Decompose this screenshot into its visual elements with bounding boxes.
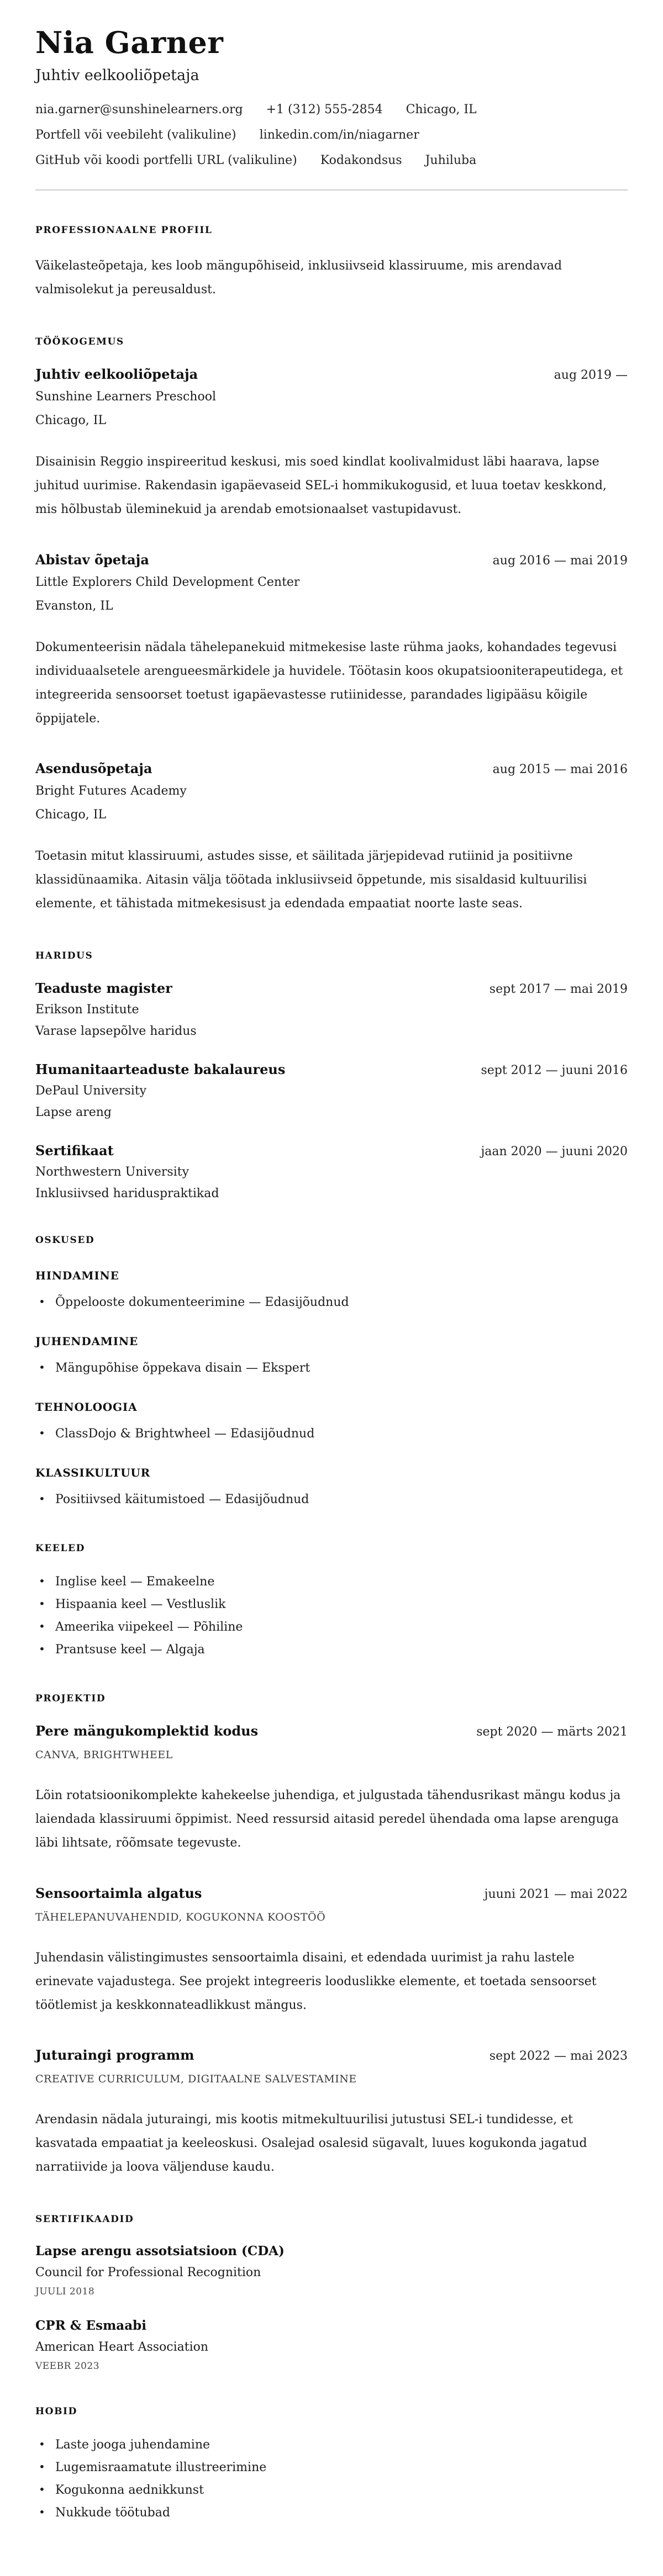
- skill-list: [35, 1359, 628, 1377]
- contact-location: Chicago, IL: [406, 103, 477, 117]
- project-tools: CREATIVE CURRICULUM, DIGITAALNE SALVESTAMINE: [35, 2073, 357, 2086]
- job-entry-head: [35, 552, 628, 568]
- language-item: • Inglise keel — Emakeelne: [35, 1573, 628, 1591]
- project-dates: sept 2020 — märts 2021: [476, 1725, 628, 1739]
- contact-email: nia.garner@sunshinelearners.org: [35, 103, 243, 117]
- skills-heading: OSKUSED: [35, 1235, 95, 1246]
- contact-license: Juhiluba: [425, 154, 477, 168]
- degree-dates: jaan 2020 — juuni 2020: [481, 1145, 628, 1159]
- job-company: Sunshine Learners Preschool: [35, 390, 216, 404]
- certifications-heading: SERTIFIKAADID: [35, 2214, 134, 2225]
- education-entry: [35, 980, 628, 1038]
- section-skills: [35, 1235, 628, 1509]
- certification-date: VEEBR 2023: [35, 2361, 100, 2372]
- contact-phone: +1 (312) 555-2854: [266, 103, 383, 117]
- job-entry-head: [35, 366, 628, 382]
- degree-school: Northwestern University: [35, 1165, 190, 1179]
- certification-title: CPR & Esmaabi: [35, 2318, 146, 2334]
- project-entry-head: [35, 1723, 628, 1739]
- hobbies-heading: HOBID: [35, 2406, 77, 2418]
- degree-field: Lapse areng: [35, 1105, 112, 1120]
- person-job-title: Juhtiv eelkooliõpetaja: [35, 67, 199, 84]
- degree-title: Teaduste magister: [35, 980, 172, 997]
- education-entry-head: [35, 980, 628, 996]
- language-item: • Prantsuse keel — Algaja: [35, 1641, 628, 1659]
- education-entry-head: [35, 1061, 628, 1077]
- degree-school: Erikson Institute: [35, 1003, 139, 1017]
- header-divider: [35, 189, 628, 191]
- job-dates: aug 2015 — mai 2016: [492, 763, 628, 777]
- degree-school: DePaul University: [35, 1084, 147, 1098]
- skill-list: [35, 1293, 628, 1311]
- project-tools: CANVA, BRIGHTWHEEL: [35, 1749, 173, 1762]
- languages-heading: KEELED: [35, 1543, 85, 1554]
- project-dates: juuni 2021 — mai 2022: [484, 1887, 628, 1901]
- job-title-text: Asendusõpetaja: [35, 760, 152, 777]
- hobby-item: • Nukkude töötubad: [35, 2504, 628, 2522]
- job-description: Toetasin mitut klassiruumi, astudes sisse, et säilitada järjepidevad rutiinid ja positiivne klassidünaamika. Aitasin välja töötada inklusiivseid õppetunde, mis sisaldasid kultuurilisi elemente, et tähistada mitmekesisust ja edendada empaatiat noorte laste seas.: [35, 849, 587, 911]
- job-entry: [35, 366, 628, 522]
- hobby-item: • Kogukonna aednikkunst: [35, 2481, 628, 2499]
- contact-row-1: [35, 103, 628, 117]
- certification-issuer: American Heart Association: [35, 2340, 209, 2355]
- experience-heading: TÖÖKOGEMUS: [35, 336, 124, 348]
- section-hobbies: [35, 2406, 628, 2522]
- degree-title: Sertifikaat: [35, 1142, 114, 1159]
- contact-row-3: [35, 154, 628, 167]
- section-profile: [35, 225, 628, 302]
- education-entry: [35, 1142, 628, 1200]
- degree-field: Varase lapsepõlve haridus: [35, 1024, 197, 1039]
- job-company: Little Explorers Child Development Center: [35, 575, 300, 589]
- project-title: Juturaingi programm: [35, 2047, 194, 2064]
- skill-category: HINDAMINE: [35, 1269, 119, 1283]
- education-entry: [35, 1061, 628, 1119]
- education-heading: HARIDUS: [35, 950, 93, 962]
- skill-item: • Positiivsed käitumistoed — Edasijõudnud: [35, 1490, 628, 1509]
- job-description: Disainisin Reggio inspireeritud keskusi, mis soed kindlat koolivalmidust läbi haarava, lapse juhitud uurimise. Rakendasin igapäevaseid SEL-i hommikukogusid, et luua toetav keskkond, mis hõlbustab üleminekuid ja arendab emotsionaalset vastupidavust.: [35, 455, 607, 516]
- degree-dates: sept 2012 — juuni 2016: [481, 1064, 628, 1078]
- skill-item: • ClassDojo & Brightwheel — Edasijõudnud: [35, 1425, 628, 1443]
- project-entry: [35, 1885, 628, 2018]
- section-experience: [35, 336, 628, 916]
- job-entry-head: [35, 760, 628, 776]
- section-projects: [35, 1693, 628, 2180]
- project-description: Juhendasin välistingimustes sensoortaimla disaini, et edendada uurimist ja rahu lastele erinevate vajadustega. See projekt integreeris looduslikke elemente, et toetada sensoorset töötlemist ja keskkonnateadlikkust mängus.: [35, 1950, 597, 2012]
- project-entry-head: [35, 1885, 628, 1901]
- job-entry: [35, 552, 628, 731]
- job-entry: [35, 760, 628, 916]
- job-title-text: Juhtiv eelkooliõpetaja: [35, 366, 198, 383]
- job-description: Dokumenteerisin nädala tähelepanekuid mitmekesise laste rühma jaoks, kohandades tegevusi individuaalsetele arengueesmärkidele ja huvidele. Töötasin koos okupatsiooniterapeutidega, et integreerida sensoorset toetust igapäevastesse rutiinidesse, parandades ligipääsu kõigile õppijatele.: [35, 640, 623, 726]
- degree-dates: sept 2017 — mai 2019: [489, 982, 628, 997]
- skill-category: TEHNOLOOGIA: [35, 1400, 138, 1414]
- degree-title: Humanitaarteaduste bakalaureus: [35, 1061, 286, 1078]
- person-name: Nia Garner: [35, 25, 224, 60]
- education-entry-head: [35, 1142, 628, 1159]
- contact-github: GitHub või koodi portfelli URL (valikuline): [35, 154, 297, 168]
- hobby-item: • Lugemisraamatute illustreerimine: [35, 2458, 628, 2477]
- certification-date: JUULI 2018: [35, 2286, 95, 2298]
- profile-heading: PROFESSIONAALNE PROFIIL: [35, 225, 213, 236]
- job-dates: aug 2019 —: [554, 368, 628, 383]
- skill-item: • Õppelooste dokumenteerimine — Edasijõudnud: [35, 1293, 628, 1311]
- job-location: Chicago, IL: [35, 414, 107, 428]
- project-entry: [35, 1723, 628, 1855]
- profile-text: Väikelasteõpetaja, kes loob mängupõhiseid, inklusiivseid klassiruume, mis arendavad valmisolekut ja pereusaldust.: [35, 259, 562, 297]
- job-title-text: Abistav õpetaja: [35, 551, 149, 568]
- job-location: Chicago, IL: [35, 808, 107, 822]
- contact-citizenship: Kodakondsus: [320, 154, 402, 168]
- skill-item: • Mängupõhise õppekava disain — Ekspert: [35, 1359, 628, 1377]
- certification-entry: [35, 2244, 628, 2297]
- degree-field: Inklusiivsed hariduspraktikad: [35, 1187, 219, 1201]
- skill-category: KLASSIKULTUUR: [35, 1466, 151, 1480]
- language-item: • Ameerika viipekeel — Põhiline: [35, 1618, 628, 1636]
- project-title: Pere mängukomplektid kodus: [35, 1723, 259, 1739]
- job-location: Evanston, IL: [35, 599, 113, 613]
- hobby-list: [35, 2436, 628, 2522]
- contact-block: [35, 103, 628, 167]
- projects-heading: PROJEKTID: [35, 1693, 106, 1705]
- job-company: Bright Futures Academy: [35, 784, 187, 798]
- certification-entry: [35, 2318, 628, 2372]
- section-education: [35, 950, 628, 1200]
- skill-category: JUHENDAMINE: [35, 1335, 139, 1348]
- project-description: Arendasin nädala juturaingi, mis kootis mitmekultuurilisi jutustusi SEL-i tundidesse, et kasvatada empaatiat ja keeleoskusi. Osalejad osalesid sügavalt, luues kogukonda jagatud narratiivide ja loova väljenduse kaudu.: [35, 2113, 587, 2175]
- resume-header: [35, 27, 628, 167]
- hobby-item: • Laste jooga juhendamine: [35, 2436, 628, 2454]
- project-entry-head: [35, 2047, 628, 2063]
- contact-portfolio: Portfell või veebileht (valikuline): [35, 128, 236, 142]
- project-title: Sensoortaimla algatus: [35, 1885, 202, 1901]
- contact-linkedin: linkedin.com/in/niagarner: [259, 128, 419, 142]
- project-description: Lõin rotatsioonikomplekte kahekeelse juhendiga, et julgustada tähendusrikast mängu kodus ja laiendada klassiruumi õppimist. Need ressursid aitasid peredel ühendada oma lapse arenguga läbi lihtsate, rõõmsate tegevuste.: [35, 1789, 621, 1850]
- project-dates: sept 2022 — mai 2023: [489, 2049, 628, 2064]
- certification-issuer: Council for Professional Recognition: [35, 2266, 261, 2280]
- language-item: • Hispaania keel — Vestluslik: [35, 1595, 628, 1614]
- language-list: [35, 1573, 628, 1659]
- contact-row-2: [35, 128, 628, 142]
- section-languages: [35, 1543, 628, 1659]
- skill-list: [35, 1490, 628, 1509]
- skill-list: [35, 1425, 628, 1443]
- certification-title: Lapse arengu assotsiatsioon (CDA): [35, 2244, 285, 2259]
- section-certifications: [35, 2214, 628, 2372]
- project-entry: [35, 2047, 628, 2180]
- job-dates: aug 2016 — mai 2019: [492, 553, 628, 568]
- project-tools: TÄHELEPANUVAHENDID, KOGUKONNA KOOSTÖÖ: [35, 1911, 326, 1923]
